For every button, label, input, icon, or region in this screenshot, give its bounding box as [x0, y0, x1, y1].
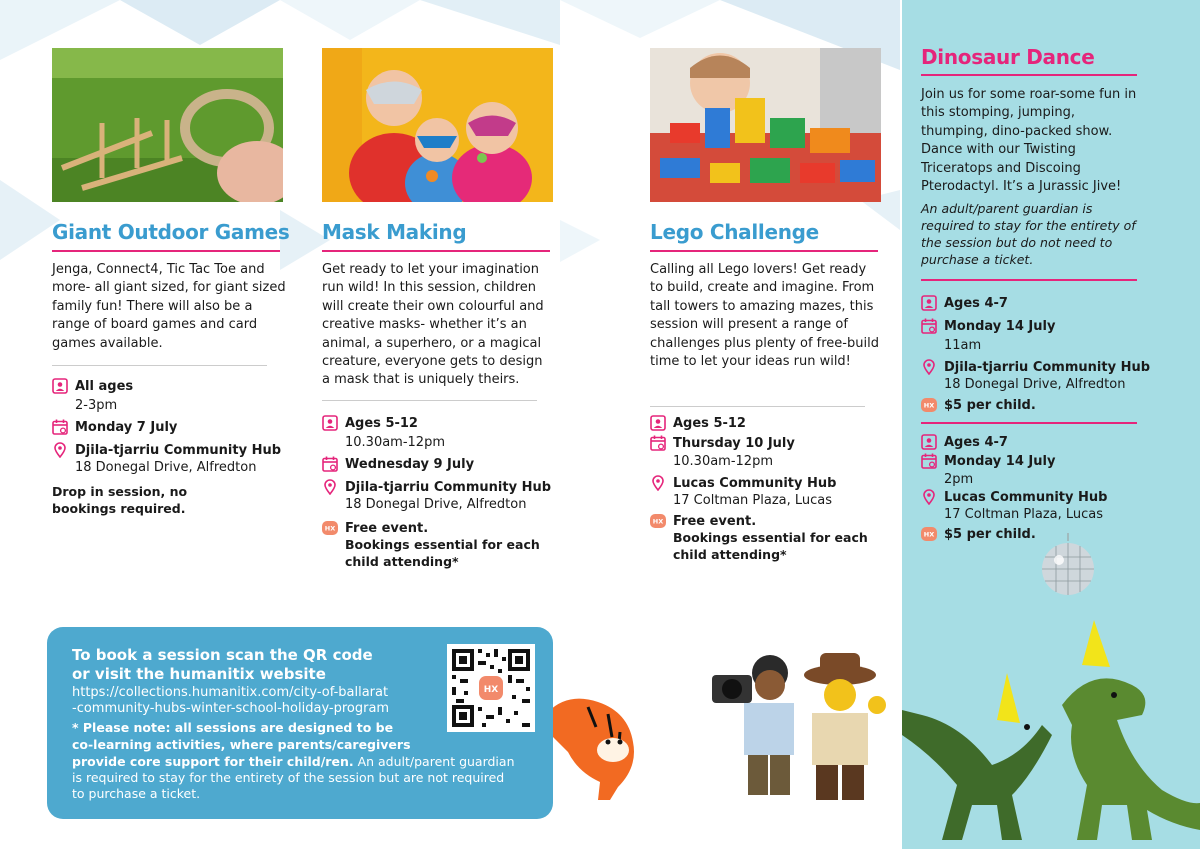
disco-ball-illustration [1035, 533, 1101, 599]
col3-age: Ages 5-12 [673, 416, 746, 431]
calendar-icon [52, 419, 68, 435]
calendar-icon [921, 453, 937, 469]
col1-divider [52, 365, 267, 366]
tiger-toy-illustration [548, 692, 648, 802]
calendar-icon [921, 318, 937, 334]
svg-text:HX: HX [652, 517, 664, 526]
col3-address: 17 Coltman Plaza, Lucas [673, 493, 833, 508]
col3-time: 10.30am-12pm [673, 454, 773, 469]
booking-note-line2: co-learning activities, where parents/caregivers [72, 737, 411, 752]
booking-heading-line2: or visit the humanitix website [72, 665, 326, 683]
dinosaur-toys-illustration [902, 615, 1200, 849]
outdoor-games-photo [52, 48, 283, 202]
col3-bookings-note: Bookings essential for each child attending* [673, 530, 868, 562]
booking-note-line5: to purchase a ticket. [72, 786, 201, 801]
booking-note-line3-regular: An adult/parent guardian [353, 754, 515, 769]
mask-making-photo [322, 48, 553, 202]
person-icon [52, 378, 68, 394]
humanitix-logo-icon [650, 513, 666, 529]
col3-price: Free event. [673, 514, 757, 529]
col4-s2-address: 17 Coltman Plaza, Lucas [944, 507, 1104, 522]
svg-text:HX: HX [923, 401, 935, 410]
col2-address: 18 Donegal Drive, Alfredton [345, 497, 527, 512]
booking-note-line3 [72, 754, 515, 769]
col4-s1-time: 11am [944, 338, 982, 353]
location-pin-icon [322, 479, 338, 495]
col4-s1-date: Monday 14 July [944, 319, 1056, 334]
calendar-icon [322, 456, 338, 472]
location-pin-icon [52, 442, 68, 458]
col2-description: Get ready to let your imagination run wild! In this session, children will create their own colourful and creative masks- whether it’s an animal, a superhero, or a magical creature, everyone gets to design a mask that is uniquely theirs. [322, 262, 544, 388]
col4-s1-address: 18 Donegal Drive, Alfredton [944, 377, 1126, 392]
col4-s2-venue: Lucas Community Hub [944, 490, 1108, 505]
location-pin-icon [921, 359, 937, 375]
col4-divider-2 [921, 422, 1137, 424]
col2-date: Wednesday 9 July [345, 457, 475, 472]
col3-title: Lego Challenge [650, 220, 819, 244]
booking-heading-line1: To book a session scan the QR code [72, 646, 373, 664]
col3-description: Calling all Lego lovers! Get ready to build, create and imagine. From tall towers to amazing mazes, this session will present a range of challenges plus plenty of free-build time to let your ideas run wild! [650, 262, 879, 370]
col1-description: Jenga, Connect4, Tic Tac Toe and more- all giant sized, for giant sized family fun! There will also be a range of board games and card games available. [52, 262, 286, 351]
col2-age: Ages 5-12 [345, 416, 418, 431]
booking-note-line4: is required to stay for the entirety of the session but are not required [72, 770, 505, 785]
col1-time: 2-3pm [75, 398, 118, 413]
svg-text:HX: HX [324, 524, 336, 533]
humanitix-logo-icon [921, 526, 937, 542]
booking-note-line3-bold: provide core support for their child/ren. [72, 754, 354, 769]
col2-price: Free event. [345, 521, 429, 536]
col4-s1-age: Ages 4-7 [944, 296, 1008, 311]
col1-address: 18 Donegal Drive, Alfredton [75, 460, 257, 475]
col3-divider [650, 406, 865, 407]
col4-s2-time: 2pm [944, 472, 974, 487]
person-icon [921, 295, 937, 311]
col1-age: All ages [75, 379, 134, 394]
col4-s2-price: $5 per child. [944, 527, 1036, 542]
person-icon [322, 415, 338, 431]
humanitix-logo-icon [322, 520, 338, 536]
col4-title-rule [921, 74, 1137, 76]
col3-date: Thursday 10 July [673, 436, 795, 451]
svg-text:HX: HX [923, 530, 935, 539]
col1-title-rule [52, 250, 280, 252]
location-pin-icon [921, 489, 937, 505]
col1-venue: Djila-tjarriu Community Hub [75, 443, 282, 458]
col4-s2-age: Ages 4-7 [944, 435, 1008, 450]
col4-s1-venue: Djila-tjarriu Community Hub [944, 360, 1151, 375]
person-icon [921, 434, 937, 450]
lego-photo [650, 48, 881, 202]
col2-time: 10.30am-12pm [345, 435, 445, 450]
lego-figures-illustration [712, 645, 887, 820]
col3-title-rule [650, 250, 878, 252]
booking-note-line1: * Please note: all sessions are designed to be [72, 720, 394, 735]
col2-title: Mask Making [322, 220, 467, 244]
col4-divider-1 [921, 279, 1137, 281]
col2-title-rule [322, 250, 550, 252]
col3-venue: Lucas Community Hub [673, 476, 837, 491]
booking-qr-code[interactable] [447, 644, 535, 732]
col4-title: Dinosaur Dance [921, 45, 1095, 69]
col4-s2-date: Monday 14 July [944, 454, 1056, 469]
col1-date: Monday 7 July [75, 420, 178, 435]
col2-bookings-note: Bookings essential for each child attending* [345, 537, 540, 569]
col4-description: Join us for some roar-some fun in this stomping, jumping, thumping, dino-packed show. Dance with our Twisting Triceratops and Discoing Pterodactyl. It’s a Jurassic Jive! [921, 87, 1137, 195]
calendar-icon [650, 435, 666, 451]
qr-logo-text: HX [483, 685, 499, 695]
location-pin-icon [650, 475, 666, 491]
col1-note: Drop in session, no bookings required. [52, 484, 188, 516]
booking-url-line2[interactable]: -community-hubs-winter-school-holiday-program [72, 701, 390, 716]
booking-info-box [47, 627, 553, 819]
person-icon [650, 415, 666, 431]
col4-s1-price: $5 per child. [944, 398, 1036, 413]
col2-venue: Djila-tjarriu Community Hub [345, 480, 552, 495]
col1-title: Giant Outdoor Games [52, 220, 290, 244]
col4-guardian-note: An adult/parent guardian is required to stay for the entirety of the session but do not need to purchase a ticket. [921, 201, 1136, 267]
booking-url-line1[interactable]: https://collections.humanitix.com/city-of-ballarat [72, 685, 389, 700]
humanitix-logo-icon [921, 397, 937, 413]
col2-divider [322, 400, 537, 401]
